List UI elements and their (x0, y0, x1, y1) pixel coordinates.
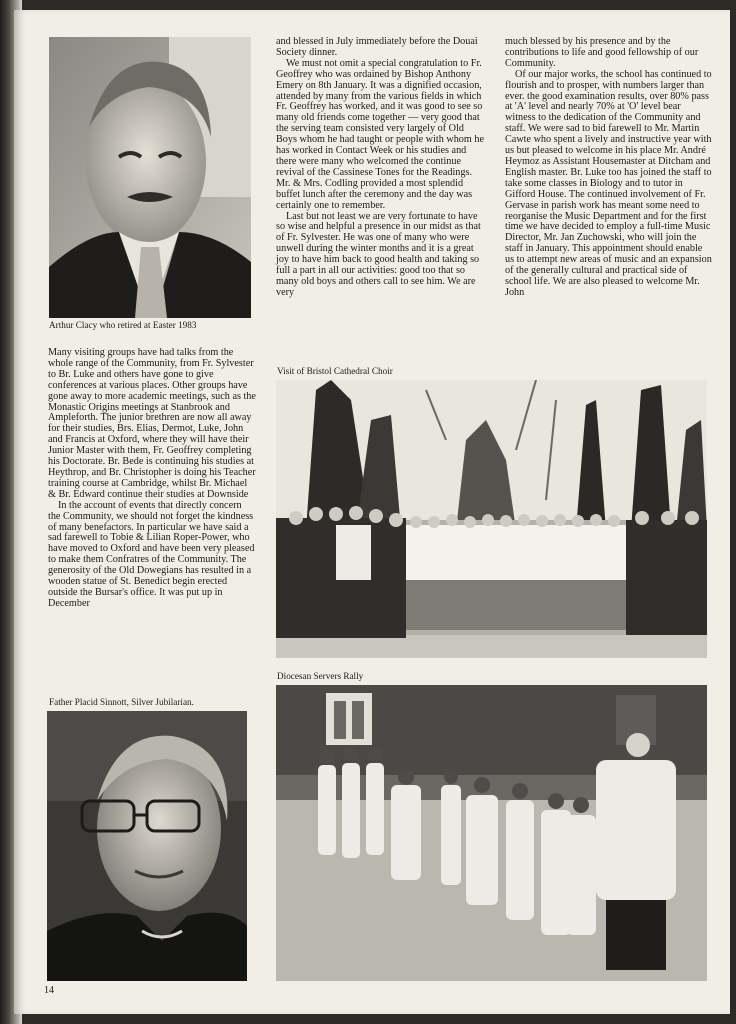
paragraph: Of our major works, the school has continued to flourish and to prosper, with numbers larger than ever. the good examination results, over 80% pass at 'A' level and nearly 70% at 'O' level bear witness to the dedication of the Community and staff. We were sad to bid farewell to Mr. Martin Cawte who spent a lively and instructive year with us but pleased to welcome in his place Mr. André Heymoz as Assistant Housemaster at Ditcham and English master. Br. Luke too has joined the staff to take some classes in Biology and to tutor in Gifford House. The continued involvement of Fr. Gervase in parish work has meant some need to reorganise the Music Department and for the first time we have decided to employ a full-time Music Director, Mr. Jan Zuchowski, who will join the staff in January. This appointment should enable us to attempt new areas of music and an expansion of the generally cultural and practical side of school life. We are also pleased to welcome Mr. John (505, 68, 712, 298)
bristol-choir-photo (276, 380, 707, 658)
arthur-clacy-caption: Arthur Clacy who retired at Easter 1983 (49, 320, 197, 330)
choir-caption: Visit of Bristol Cathedral Choir (277, 366, 393, 376)
placid-sinnott-photo (47, 711, 247, 981)
magazine-page (14, 10, 730, 1014)
arthur-clacy-photo (49, 37, 251, 318)
paragraph: much blessed by his presence and by the contributions to life and good fellowship of our Community. (505, 36, 699, 69)
article-column-middle (276, 37, 486, 299)
paragraph: In the account of events that directly concern the Community, we should not forget the kindness of many benefactors. In particular we have said a sad farewell to Tobie & Lilian Roper-Power, who have moved to Oxford and have been very pleased to make them Confratres of the Community. The generosity of the Old Dowegians has resulted in a wooden statue of St. Benedict begin erected outside the Bursar's office. It was put up in December (48, 499, 255, 609)
paragraph: Many visiting groups have had talks from the whole range of the Community, from Fr. Sylvester to Br. Luke and others have gone to give conferences at various places. Other groups have gone away to more academic meetings, such as the Monastic Origins meetings at Stanbrook and Ampleforth. The junior brethren are now all away for their studies, Brs. Elias, Dermot, Luke, John and Francis at Oxford, where they will have their Junior Master with them, Fr. Geoffrey completing his Doctorate. Br. Bede is continuing his studies at Heythrop, and Br. Christopher is doing his Teacher training course at Cambridge, whilst Br. Michael & Br. Edward continue their studies at Downside (48, 347, 256, 500)
placid-sinnott-caption: Father Placid Sinnott, Silver Jubilarian. (49, 697, 194, 707)
paragraph: Last but not least we are very fortunate to have so wise and helpful a presence in our midst as that of Fr. Sylvester. He was one of many who were unwell during the winter months and it is a great joy to have him back to good health and taking so full a part in all our activities: good too that so many old boys and others call to see him. We are very (276, 210, 481, 298)
paragraph: We must not omit a special congratulation to Fr. Geoffrey who was ordained by Bishop Anthony Emery on 8th January. It was a dignified occasion, attended by many from the various fields in which Fr. Geoffrey has worked, and it was good to see so many old friends come together — very good that the serving team consisted very largely of Old Boys whom he had taught or people with whom he has worked in Contact Week or his studies and there were many who welcomed the continue revival of the Cassinese Tones for the Readings. Mr. & Mrs. Codling provided a most splendid buffet lunch after the ceremony and the day was certainly one to remember. (276, 57, 484, 211)
servers-rally-photo (276, 685, 707, 981)
servers-caption: Diocesan Servers Rally (277, 671, 364, 681)
paragraph: and blessed in July immediately before the Douai Society dinner. (276, 36, 478, 58)
page-number: 14 (44, 985, 54, 996)
article-column-left (48, 348, 256, 610)
article-column-right (505, 37, 713, 299)
